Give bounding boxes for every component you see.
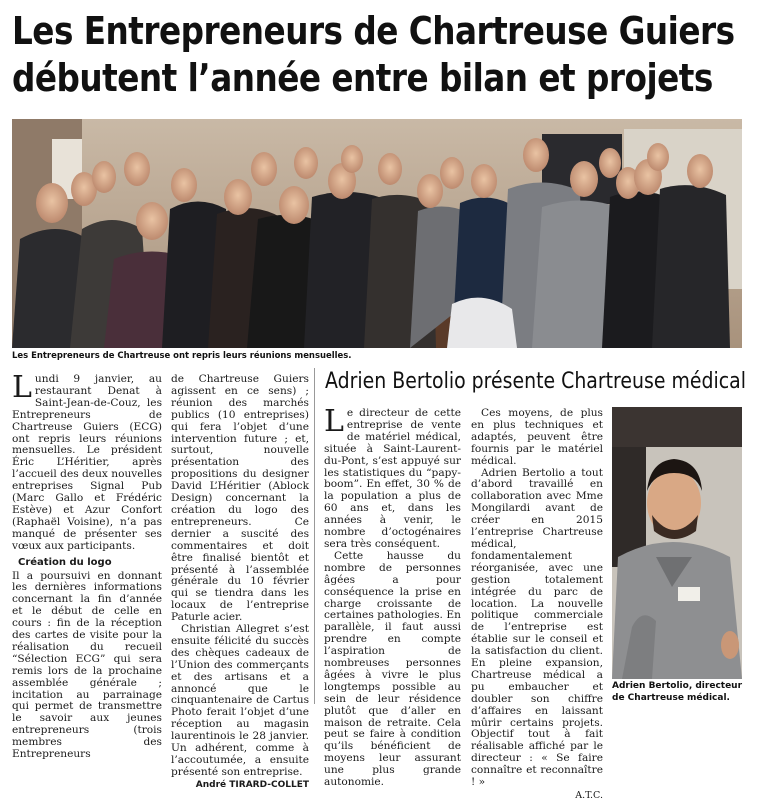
main-article-signature: André TIRARD-COLLET	[195, 779, 309, 790]
column-divider	[314, 368, 315, 704]
main-article-column-2	[171, 374, 309, 792]
main-article-column-1	[12, 370, 163, 761]
side-article-signature: A.T.C.	[575, 790, 603, 801]
side-article-column-1	[324, 404, 461, 789]
main-article-paragraph-2: Il a poursuivi en donnant les dernières informations concernant la fin d’année et le début de celle en cours : fin de la réception des cartes de visite pour la réalisation du recueil “Sélection ECG” qui sera remis lors de la prochaine assemblée générale ; incitation au parrainage qui permet de transmettre le savoir aux jeunes entrepreneurs (trois membres des Entrepreneurs	[12, 569, 162, 761]
subhead-logo: Création du logo	[18, 556, 112, 568]
side-dropcap: L	[324, 404, 344, 439]
dropcap: L	[12, 370, 32, 405]
main-article-paragraph-3: de Chartreuse Guiers agissent en ce sens) ; réunion des marchés publics (10 entreprises) qui fera l’objet d’une intervention future ; et, surtout, nouvelle présentation des propositions du designer David L’Héritier (Ablock Design) concernant la création du logo des entrepreneurs. Ce dernier a suscité des commentaires et doit être finalisé bientôt et présenté à l’assemblée générale du 10 février qui se tiendra dans les locaux de l’entreprise Paturle acier.	[171, 373, 309, 624]
side-article-paragraph-2: Cette hausse du nombre de personnes âgées a pour conséquence la prise en charge croissante de certaines pathologies. En parallèle, il faut aussi prendre en compte l’aspiration de nombreuses personnes âgées à vivre le plus longtemps possible au sein de leur résidence plutôt que d’aller en maison de retraite. Cela peut se faire à condition qu’ils bénéficient de moyens leur assurant une plus grande autonomie.	[324, 549, 461, 789]
portrait-photo	[612, 407, 742, 679]
side-article-column-2	[471, 408, 603, 802]
portrait-caption: Adrien Bertolio, directeur de Chartreuse médical.	[612, 681, 743, 703]
side-article-paragraph-4: Adrien Bertolio a tout d’abord travaillé en collaboration avec Mme Mongilardi avant de créer en 2015 l’entreprise Chartreuse médical, fondamentalement réorganisée, avec une gestion totalement intégrée du parc de location. La nouvelle politique commerciale de l’entreprise est établie sur le conseil et la satisfaction du client. En pleine expansion, Chartreuse médical a pu embaucher et doubler son chiffre d’affaires en laissant mûrir certains projets. Objectif tout à fait réalisable affiché par le directeur : « Se faire connaître et reconnaître ! »	[471, 466, 603, 789]
group-photo	[12, 119, 742, 348]
main-article-paragraph-4: Christian Allegret s’est ensuite félicité du succès des chèques cadeaux de l’Union des commerçants et des artisans et a annoncé que le cinquantenaire de Cartus Photo ferait l’objet d’une réception au magasin laurentinois le 28 janvier. Un adhérent, comme à l’accoutumée, a ensuite présenté son entreprise.	[171, 623, 309, 778]
side-article-paragraph-1: Le directeur de cette entreprise de vente de matériel médical, située à Saint-Laurent-du-Pont, s’est appuyé sur les statistiques du “papy-boom”. En effet, 30 % de la population a plus de 60 ans et, dans les années à venir, le nombre d’octogénaires sera très conséquent.	[324, 404, 461, 550]
headline	[12, 8, 735, 102]
side-article-title: Adrien Bertolio présente Chartreuse médical	[325, 368, 747, 394]
group-photo-caption: Les Entrepreneurs de Chartreuse ont repris leurs réunions mensuelles.	[12, 350, 352, 361]
headline-line-1: Les Entrepreneurs de Chartreuse Guiers	[12, 9, 735, 53]
main-article-paragraph-1: Lundi 9 janvier, au restaurant Denat à Saint-Jean-de-Couz, les Entrepreneurs de Chartreuse Guiers (ECG) ont repris leurs réunions mensuelles. Le président Éric L’Héritier, après l’accueil des deux nouvelles entreprises Signal Pub (Marc Gallo et Frédéric Estève) et Azur Confort (Raphaël Voisine), n’a pas manqué de présenter ses vœux aux participants.	[12, 370, 163, 552]
side-article-paragraph-3: Ces moyens, de plus en plus techniques et adaptés, peuvent être fournis par le matériel médical.	[471, 407, 603, 467]
headline-line-2: débutent l’année entre bilan et projets	[12, 56, 713, 100]
